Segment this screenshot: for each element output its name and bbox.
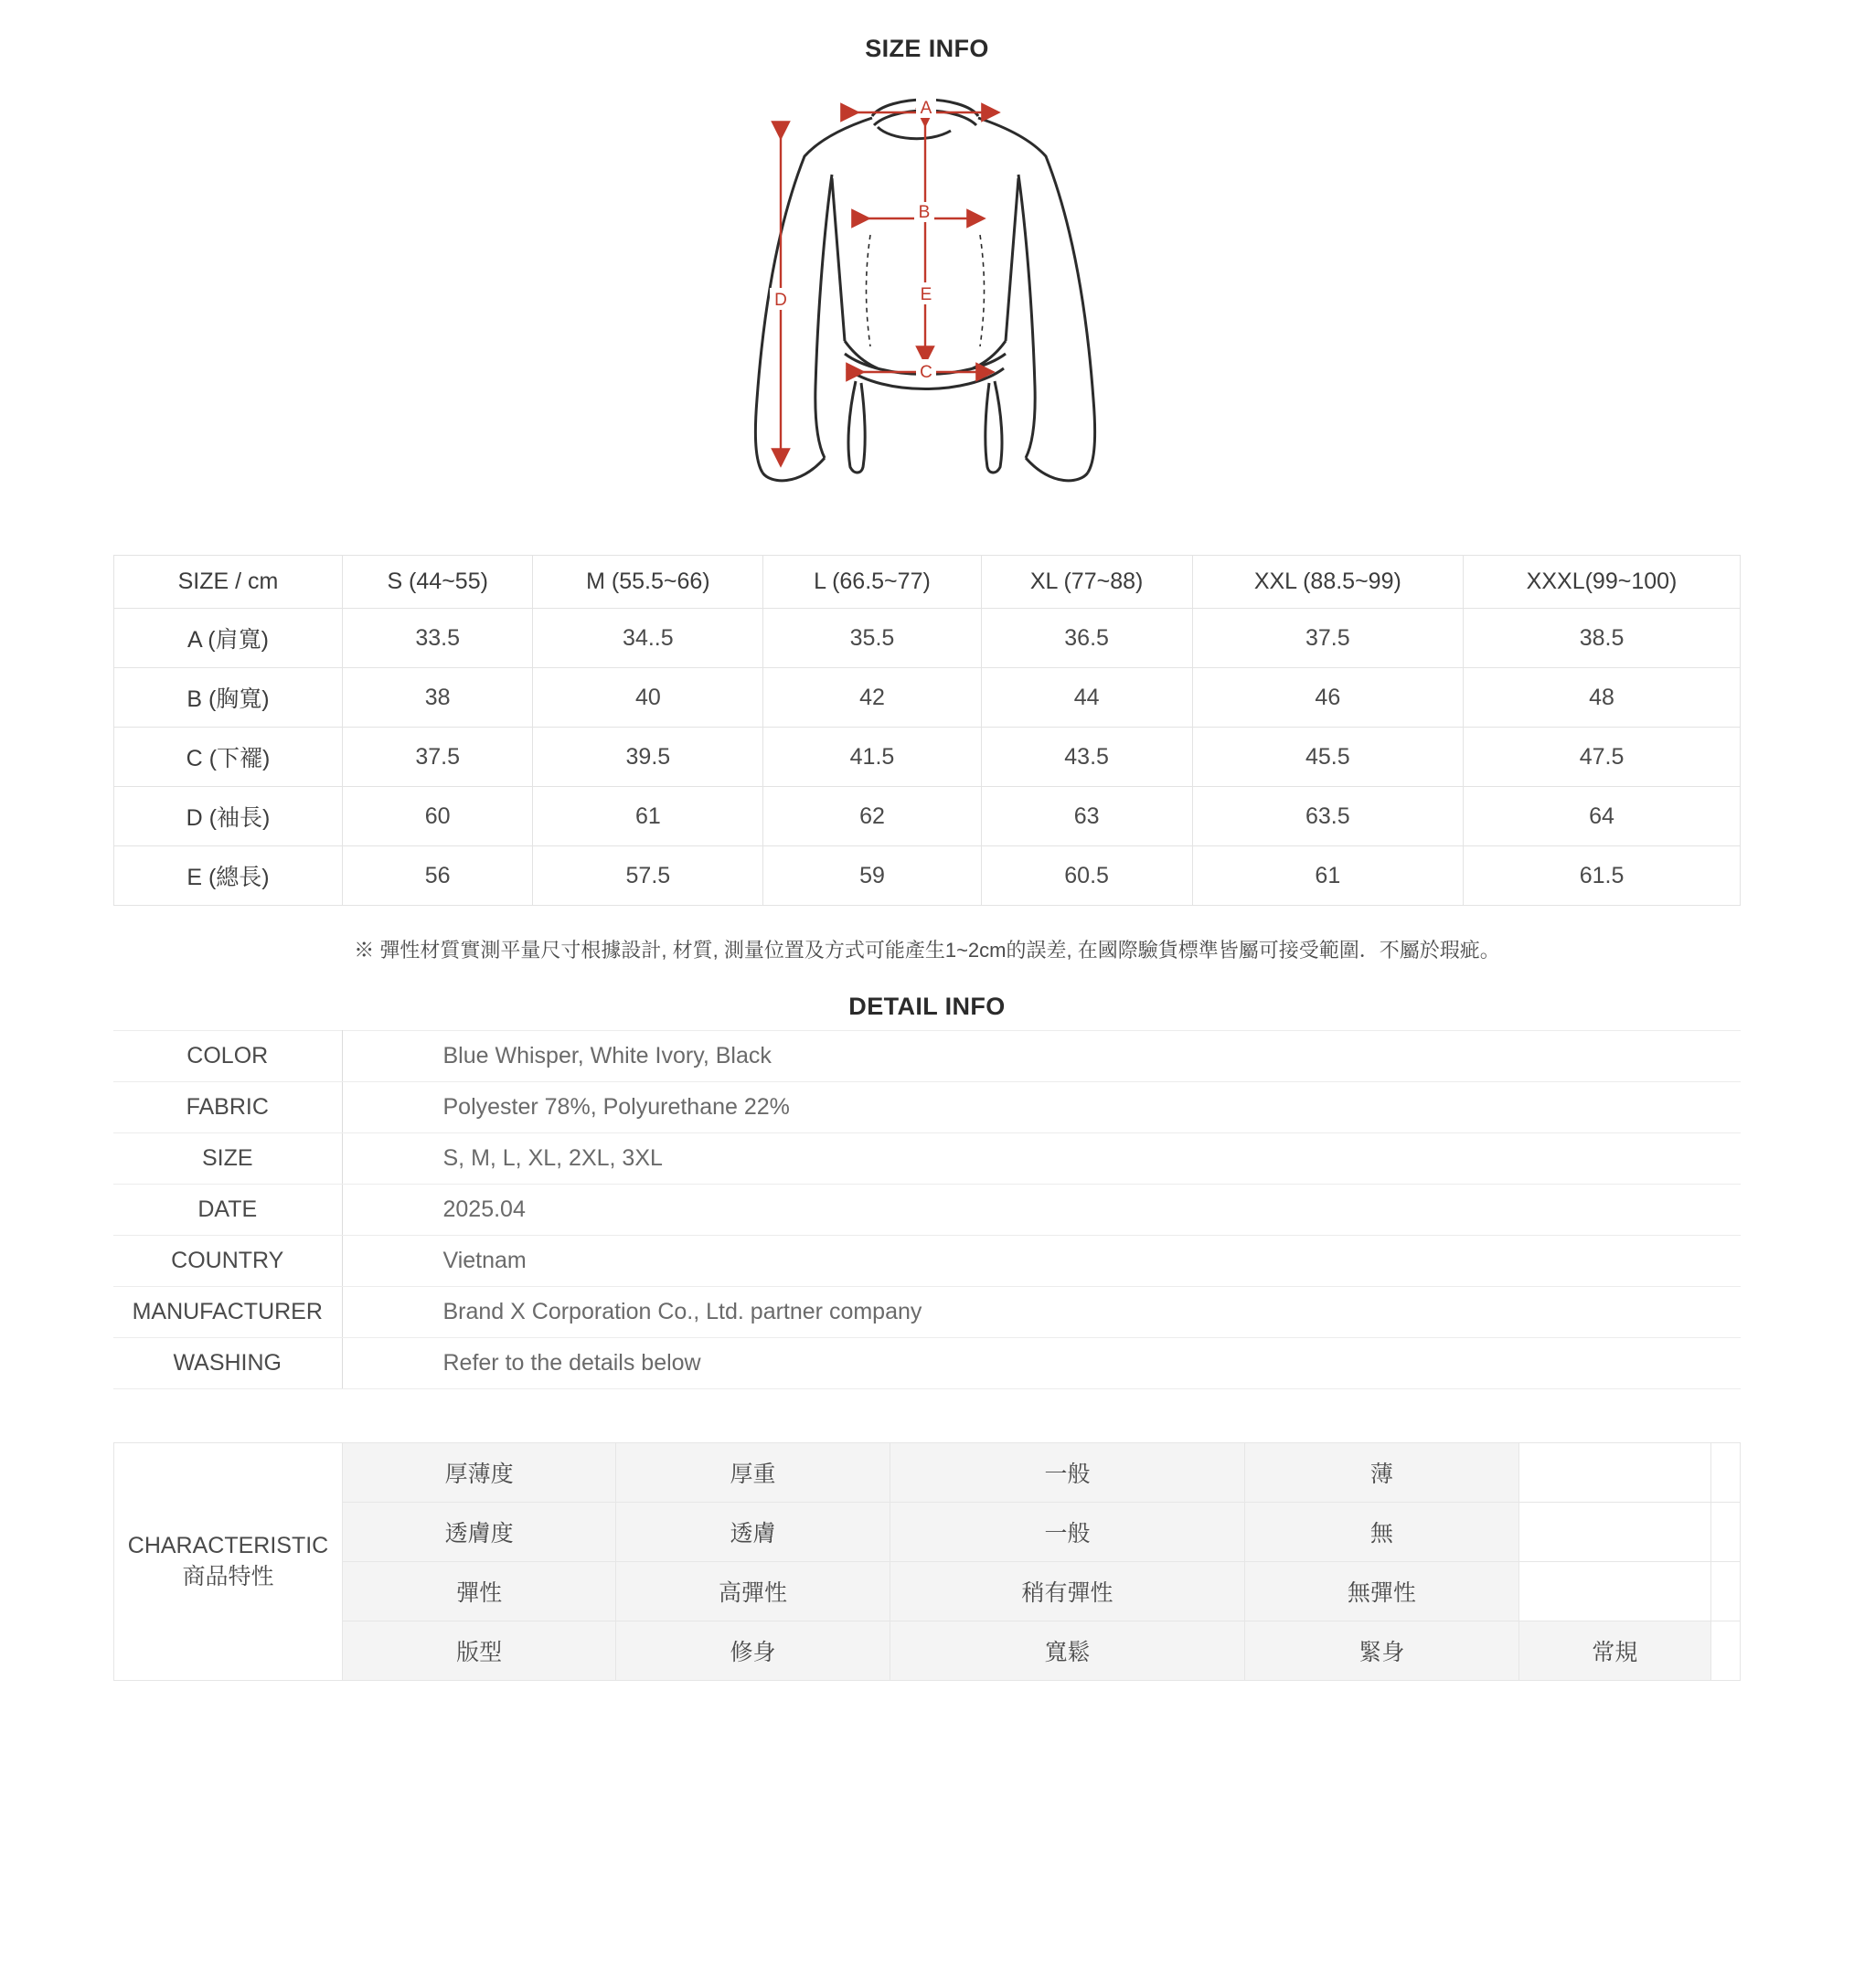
- size-cell: 35.5: [763, 609, 981, 668]
- size-row-label: B (胸寬): [114, 668, 343, 728]
- size-cell: 34..5: [533, 609, 763, 668]
- characteristic-option: [1518, 1443, 1710, 1503]
- size-table-header-cell: SIZE / cm: [114, 556, 343, 609]
- size-cell: 43.5: [981, 728, 1192, 787]
- detail-label: SIZE: [113, 1133, 342, 1185]
- page-title-detail-info: DETAIL INFO: [848, 993, 1006, 1020]
- size-table-header-cell: XXXL(99~100): [1464, 556, 1741, 609]
- characteristic-option: 高彈性: [616, 1562, 890, 1621]
- size-cell: 38.5: [1464, 609, 1741, 668]
- measurement-arrows: [781, 112, 996, 463]
- size-cell: 60: [343, 787, 533, 846]
- characteristic-option: 常規: [1518, 1621, 1710, 1681]
- detail-label: DATE: [113, 1185, 342, 1236]
- table-row: [113, 1133, 1741, 1185]
- table-row: [113, 1338, 1741, 1389]
- size-cell: 37.5: [343, 728, 533, 787]
- size-cell: 42: [763, 668, 981, 728]
- detail-table: [113, 1030, 1741, 1389]
- detail-value: Polyester 78%, Polyurethane 22%: [342, 1082, 1741, 1133]
- detail-value: 2025.04: [342, 1185, 1741, 1236]
- measurement-tolerance-note: ※ 彈性材質實測平量尺寸根據設計, 材質, 測量位置及方式可能產生1~2cm的誤差, 在國際驗貨標準皆屬可接受範圍．不屬於瑕疵。: [354, 939, 1500, 962]
- characteristic-option: 一般: [890, 1443, 1244, 1503]
- characteristic-option: 寬鬆: [890, 1621, 1244, 1681]
- characteristic-option: [1710, 1562, 1740, 1621]
- detail-value: Blue Whisper, White Ivory, Black: [342, 1031, 1741, 1082]
- size-row-label: D (袖長): [114, 787, 343, 846]
- size-table-header-cell: S (44~55): [343, 556, 533, 609]
- garment-diagram-container: [0, 80, 1854, 555]
- detail-value: Brand X Corporation Co., Ltd. partner company: [342, 1287, 1741, 1338]
- table-row: [114, 846, 1741, 906]
- size-cell: 44: [981, 668, 1192, 728]
- characteristic-row-name: 厚薄度: [343, 1443, 616, 1503]
- size-detail-info-page: [0, 35, 1854, 1988]
- label-e: E: [920, 285, 932, 304]
- characteristic-option: [1518, 1562, 1710, 1621]
- table-row: [114, 1503, 1741, 1562]
- size-table-container: [113, 555, 1741, 906]
- detail-table-container: [113, 1030, 1741, 1681]
- size-cell: 56: [343, 846, 533, 906]
- detail-value: Refer to the details below: [342, 1338, 1741, 1389]
- characteristic-table: [113, 1442, 1741, 1681]
- characteristic-option: 透膚: [616, 1503, 890, 1562]
- size-cell: 37.5: [1192, 609, 1463, 668]
- table-row: [113, 1185, 1741, 1236]
- size-cell: 59: [763, 846, 981, 906]
- characteristic-option: 一般: [890, 1503, 1244, 1562]
- size-cell: 33.5: [343, 609, 533, 668]
- size-cell: 57.5: [533, 846, 763, 906]
- table-row: [114, 1443, 1741, 1503]
- size-row-label: E (總長): [114, 846, 343, 906]
- table-header-row: [114, 556, 1741, 609]
- size-cell: 40: [533, 668, 763, 728]
- size-row-label: A (肩寬): [114, 609, 343, 668]
- characteristic-row-name: 透膚度: [343, 1503, 616, 1562]
- garment-diagram: [717, 80, 1137, 555]
- size-cell: 62: [763, 787, 981, 846]
- detail-label: FABRIC: [113, 1082, 342, 1133]
- page-title-size-info: SIZE INFO: [865, 35, 989, 62]
- table-row: [113, 1287, 1741, 1338]
- table-row: [114, 787, 1741, 846]
- size-cell: 61.5: [1464, 846, 1741, 906]
- detail-label: WASHING: [113, 1338, 342, 1389]
- characteristic-option: 緊身: [1245, 1621, 1518, 1681]
- size-cell: 64: [1464, 787, 1741, 846]
- size-cell: 48: [1464, 668, 1741, 728]
- characteristic-row-name: 彈性: [343, 1562, 616, 1621]
- characteristic-option: [1710, 1621, 1740, 1681]
- characteristic-label: [114, 1443, 343, 1681]
- size-cell: 39.5: [533, 728, 763, 787]
- size-cell: 46: [1192, 668, 1463, 728]
- characteristic-row-name: 版型: [343, 1621, 616, 1681]
- characteristic-option: [1710, 1443, 1740, 1503]
- label-d: D: [774, 291, 787, 310]
- size-cell: 60.5: [981, 846, 1192, 906]
- size-table-header-cell: XXL (88.5~99): [1192, 556, 1463, 609]
- table-row: [114, 1621, 1741, 1681]
- label-c: C: [920, 363, 932, 382]
- characteristic-option: 厚重: [616, 1443, 890, 1503]
- table-row: [113, 1031, 1741, 1082]
- table-row: [113, 1236, 1741, 1287]
- table-row: [114, 728, 1741, 787]
- garment-technical-drawing-svg: [717, 80, 1137, 555]
- characteristic-label-en: CHARACTERISTIC: [127, 1532, 329, 1558]
- detail-value: Vietnam: [342, 1236, 1741, 1287]
- characteristic-option: 無彈性: [1245, 1562, 1518, 1621]
- detail-value: S, M, L, XL, 2XL, 3XL: [342, 1133, 1741, 1185]
- table-row: [113, 1082, 1741, 1133]
- characteristic-option: [1518, 1503, 1710, 1562]
- size-cell: 38: [343, 668, 533, 728]
- size-cell: 45.5: [1192, 728, 1463, 787]
- size-cell: 47.5: [1464, 728, 1741, 787]
- characteristic-option: 無: [1245, 1503, 1518, 1562]
- characteristic-option: 修身: [616, 1621, 890, 1681]
- size-cell: 63: [981, 787, 1192, 846]
- label-a: A: [920, 99, 932, 118]
- table-row: [114, 1562, 1741, 1621]
- size-cell: 36.5: [981, 609, 1192, 668]
- label-b: B: [918, 203, 931, 222]
- characteristic-option: 薄: [1245, 1443, 1518, 1503]
- detail-label: COUNTRY: [113, 1236, 342, 1287]
- size-table: [113, 555, 1741, 906]
- characteristic-option: 稍有彈性: [890, 1562, 1244, 1621]
- detail-label: COLOR: [113, 1031, 342, 1082]
- size-cell: 63.5: [1192, 787, 1463, 846]
- size-cell: 41.5: [763, 728, 981, 787]
- size-table-header-cell: M (55.5~66): [533, 556, 763, 609]
- size-cell: 61: [1192, 846, 1463, 906]
- table-row: [114, 668, 1741, 728]
- characteristic-label-zh: 商品特性: [182, 1563, 274, 1589]
- size-table-header-cell: XL (77~88): [981, 556, 1192, 609]
- size-row-label: C (下襬): [114, 728, 343, 787]
- detail-label: MANUFACTURER: [113, 1287, 342, 1338]
- measurement-labels: [770, 98, 936, 382]
- size-cell: 61: [533, 787, 763, 846]
- size-table-header-cell: L (66.5~77): [763, 556, 981, 609]
- table-row: [114, 609, 1741, 668]
- characteristic-option: [1710, 1503, 1740, 1562]
